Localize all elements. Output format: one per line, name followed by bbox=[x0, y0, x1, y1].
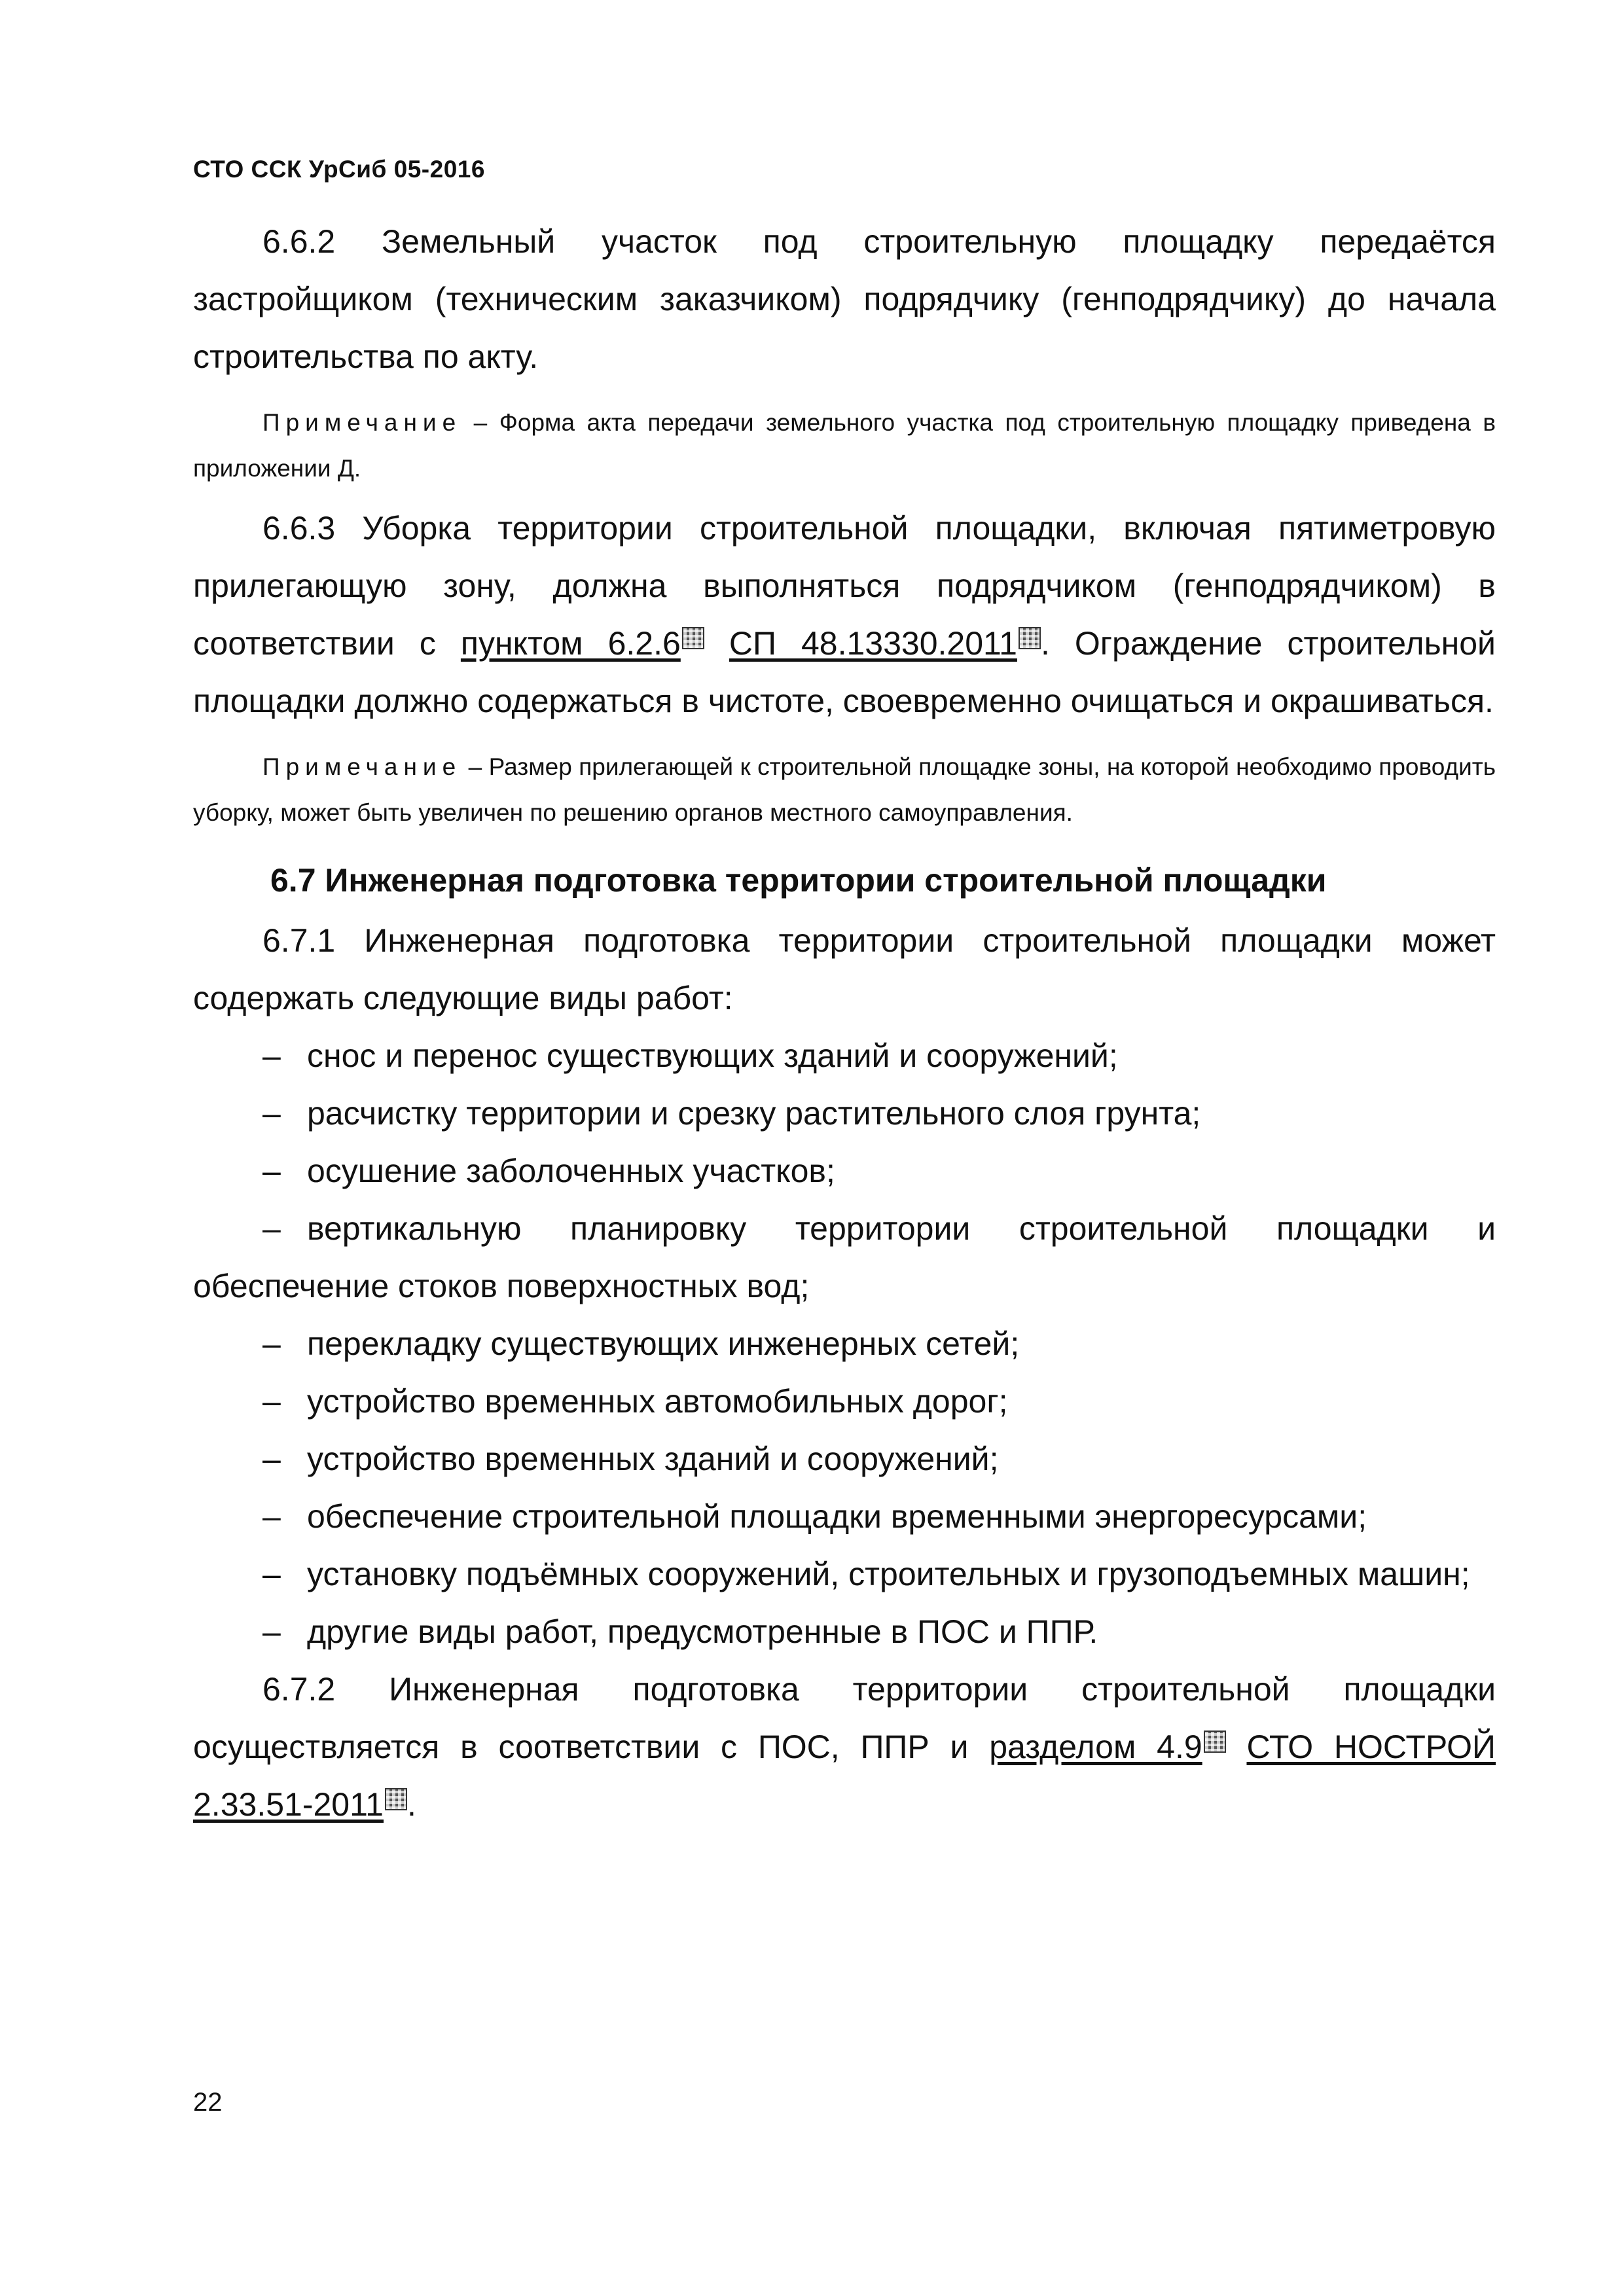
list-dash: – bbox=[262, 1441, 281, 1477]
list-item-text: устройство временных автомобильных дорог; bbox=[307, 1383, 1008, 1420]
list-item-text: вертикальную планировку территории строительной площадки и обеспечение стоков поверхностных вод; bbox=[193, 1210, 1496, 1304]
paragraph-6-7-1: 6.7.1 Инженерная подготовка территории строительной площадки может содержать следующие виды работ: bbox=[193, 922, 1496, 1016]
note-text: – Форма акта передачи земельного участка под строительную площадку приведена в приложении Д. bbox=[193, 409, 1496, 482]
list-item bbox=[193, 1142, 1496, 1200]
qr-code-icon bbox=[1019, 627, 1041, 649]
list-item-text: осушение заболоченных участков; bbox=[307, 1153, 835, 1189]
list-dash: – bbox=[262, 1556, 281, 1592]
list-dash: – bbox=[262, 1498, 281, 1535]
paragraph-6-7-2 bbox=[193, 1660, 1496, 1833]
list-item-text: снос и перенос существующих зданий и сооружений; bbox=[307, 1037, 1118, 1074]
list-item-text: устройство временных зданий и сооружений; bbox=[307, 1441, 999, 1477]
list-dash: – bbox=[262, 1153, 281, 1189]
note-1 bbox=[193, 400, 1496, 492]
list-item bbox=[193, 1430, 1496, 1488]
section-heading-6-7: 6.7 Инженерная подготовка территории строительной площадки bbox=[270, 862, 1327, 899]
list-item bbox=[193, 1027, 1496, 1085]
list-item bbox=[193, 1200, 1496, 1315]
qr-code-icon bbox=[682, 627, 704, 649]
list-item-text: перекладку существующих инженерных сетей; bbox=[307, 1325, 1020, 1362]
document-code-header: СТО ССК УрСиб 05-2016 bbox=[193, 156, 485, 183]
paragraph-text: . bbox=[407, 1786, 416, 1823]
work-types-list bbox=[193, 1027, 1496, 1660]
link-sto-nostroy-2-33-51[interactable]: СТО НОСТРОЙ 2.33.51-2011 bbox=[193, 1729, 1496, 1823]
link-section-4-9[interactable]: разделом 4.9 bbox=[989, 1729, 1202, 1765]
list-item bbox=[193, 1085, 1496, 1142]
note-2 bbox=[193, 744, 1496, 836]
list-item-text: установку подъёмных сооружений, строительных и грузоподъемных машин; bbox=[307, 1556, 1470, 1592]
qr-code-icon bbox=[1204, 1731, 1226, 1753]
qr-code-icon bbox=[385, 1788, 407, 1810]
list-item-text: обеспечение строительной площадки временными энергоресурсами; bbox=[307, 1498, 1367, 1535]
list-item-text: другие виды работ, предусмотренные в ПОС и ППР. bbox=[307, 1613, 1098, 1650]
list-dash: – bbox=[262, 1613, 281, 1650]
list-dash: – bbox=[262, 1210, 281, 1247]
note-text: – Размер прилегающей к строительной площадке зоны, на которой необходимо проводить уборку, может быть увеличен по решению органов местного самоуправления. bbox=[193, 753, 1496, 826]
list-item-text: расчистку территории и срезку растительного слоя грунта; bbox=[307, 1095, 1201, 1132]
list-item bbox=[193, 1372, 1496, 1430]
list-dash: – bbox=[262, 1037, 281, 1074]
note-label: Примечание bbox=[262, 753, 462, 780]
paragraph-6-6-3 bbox=[193, 499, 1496, 730]
list-item bbox=[193, 1488, 1496, 1545]
page-number: 22 bbox=[193, 2088, 223, 2117]
list-dash: – bbox=[262, 1383, 281, 1420]
list-item bbox=[193, 1545, 1496, 1603]
paragraph-text: . Ограждение строительной площадки должно содержаться в чистоте, своевременно очищаться и окрашиваться. bbox=[193, 625, 1496, 719]
link-sp-48-13330[interactable]: СП 48.13330.2011 bbox=[729, 625, 1017, 662]
paragraph-6-6-2: 6.6.2 Земельный участок под строительную площадку передаётся застройщиком (техническим заказчиком) подрядчику (генподрядчику) до начала строительства по акту. bbox=[193, 223, 1496, 375]
paragraph-text: 6.7.2 Инженерная подготовка территории строительной площадки осуществляется в соответствии с ПОС, ППР и bbox=[193, 1671, 1496, 1765]
list-dash: – bbox=[262, 1325, 281, 1362]
paragraph-text: 6.6.3 Уборка территории строительной площадки, включая пятиметровую прилегающую зону, должна выполняться подрядчиком (генподрядчиком) в соответствии с bbox=[193, 510, 1496, 662]
list-item bbox=[193, 1315, 1496, 1372]
link-clause-6-2-6[interactable]: пунктом 6.2.6 bbox=[460, 625, 681, 662]
document-body bbox=[193, 213, 1496, 1833]
list-item bbox=[193, 1603, 1496, 1660]
list-dash: – bbox=[262, 1095, 281, 1132]
note-label: Примечание bbox=[262, 409, 462, 436]
